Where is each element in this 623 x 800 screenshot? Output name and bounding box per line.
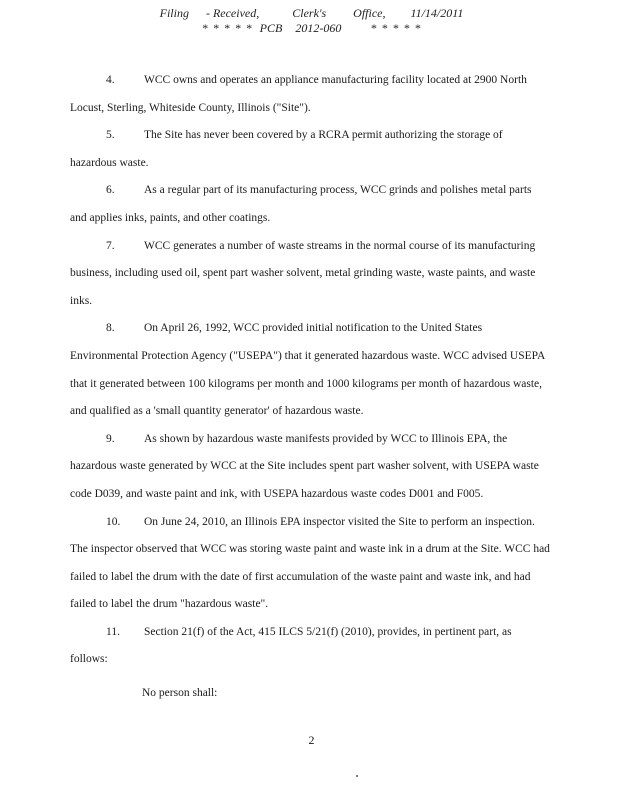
- paragraph-number: 6.: [106, 184, 115, 197]
- paragraph-11: [70, 619, 550, 674]
- paragraph-4: [70, 67, 550, 122]
- paragraph-9: [70, 426, 550, 509]
- paragraph-8: [70, 315, 550, 425]
- paragraph-number: 11.: [106, 625, 120, 638]
- header-clerks: Clerk's: [292, 6, 327, 20]
- header-office: Office,: [353, 6, 386, 20]
- paragraph-number: 7.: [106, 239, 115, 252]
- header-stars-left: * * * * *: [201, 21, 253, 35]
- paragraph-5: [70, 122, 550, 177]
- paragraph-number: 9.: [106, 432, 115, 445]
- header-pcb: PCB: [259, 21, 283, 35]
- paragraph-text: The Site has never been covered by a RCRA permit authorizing the storage of hazardous waste.: [70, 129, 503, 169]
- paragraph-text: WCC owns and operates an appliance manufacturing facility located at 2900 North Locust, Sterling, Whiteside County, Illinois ("Site").: [70, 74, 527, 114]
- page-number: 2: [308, 733, 315, 747]
- paragraph-text: As a regular part of its manufacturing process, WCC grinds and polishes metal parts and applies inks, paints, and other coatings.: [70, 184, 532, 224]
- paragraph-number: 5.: [106, 129, 115, 142]
- paragraph-text: On June 24, 2010, an Illinois EPA inspector visited the Site to perform an inspection. The inspector observed that WCC was storing waste paint and waste ink in a drum at the Site. WCC had failed to label the drum with the date of first accumulation of the waste paint and waste ink, and had failed to label the drum "hazardous waste".: [70, 515, 550, 611]
- paragraph-text: As shown by hazardous waste manifests provided by WCC to Illinois EPA, the hazardous waste generated by WCC at the Site includes spent part washer solvent, with USEPA waste code D039, and waste paint and ink, with USEPA hazardous waste codes D001 and F005.: [70, 432, 539, 500]
- paragraph-text: On April 26, 1992, WCC provided initial notification to the United States Environmental Protection Agency ("USEPA") that it generated hazardous waste. WCC advised USEPA that it generated between 100 kilograms per month and 1000 kilograms per month of hazardous waste, and qualified as a 'small quantity generator' of hazardous waste.: [70, 322, 545, 418]
- header-filing: Filing: [159, 6, 189, 20]
- header-stars-right: * * * * *: [370, 21, 422, 35]
- statute-quote-intro: No person shall:: [142, 687, 218, 700]
- header-docket-number: 2012-060: [295, 21, 342, 35]
- header-date: 11/14/2011: [410, 6, 464, 20]
- paragraph-number: 10.: [106, 515, 121, 528]
- filing-header-line2: [0, 21, 623, 36]
- paragraph-text: Section 21(f) of the Act, 415 ILCS 5/21(f) (2010), provides, in pertinent part, as follows:: [70, 625, 512, 666]
- paragraph-number: 8.: [106, 322, 115, 335]
- paragraph-text: WCC generates a number of waste streams in the normal course of its manufacturing business, including used oil, spent part washer solvent, metal grinding waste, waste paints, and waste inks.: [70, 239, 536, 307]
- document-body: [70, 67, 550, 708]
- paragraph-number: 4.: [106, 74, 115, 86]
- header-received: - Received,: [205, 6, 260, 20]
- paragraph-7: [70, 233, 550, 316]
- paragraph-6: [70, 177, 550, 232]
- scan-speck: [356, 775, 358, 777]
- paragraph-10: [70, 509, 550, 619]
- filing-header-line1: [0, 6, 623, 21]
